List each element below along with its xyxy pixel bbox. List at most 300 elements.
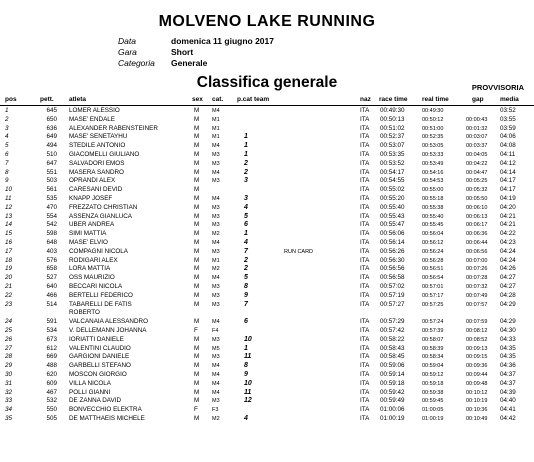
cell-pace: 04:21 <box>500 212 516 220</box>
cell-category: M4 <box>212 363 220 370</box>
table-row <box>0 406 534 415</box>
cell-real-time: 00:58:34 <box>422 354 444 361</box>
cell-pace: 03:52 <box>500 107 516 114</box>
table-row <box>0 353 534 362</box>
col-media: media <box>500 96 519 103</box>
cell-athlete-name: DE MATTHAEIS MICHELE <box>69 414 145 422</box>
cell-race-time: 00:56:14 <box>380 238 405 246</box>
table-row <box>0 380 534 389</box>
col-atleta: atleta <box>69 96 86 103</box>
cell-category: M3 <box>212 292 220 299</box>
cell-race-time: 00:55:40 <box>380 203 405 211</box>
cell-position: 28 <box>5 353 13 361</box>
cell-sex: M <box>194 335 200 343</box>
table-row <box>0 301 534 310</box>
cell-sex: M <box>194 265 200 273</box>
col-naz: naz <box>360 96 371 103</box>
cell-gap: 00:10:36 <box>466 407 488 414</box>
cell-athlete-name: VALCANAIA ALESSANDRO <box>69 318 148 326</box>
table-row <box>0 239 534 248</box>
cell-category: M3 <box>212 336 220 343</box>
cell-athlete-name: RODIGARI ALEX <box>69 256 118 264</box>
table-row <box>0 133 534 142</box>
cell-position: 35 <box>5 414 13 422</box>
cell-category: F3 <box>212 407 219 414</box>
cell-pace: 04:40 <box>500 397 516 405</box>
cell-nationality: ITA <box>360 388 370 396</box>
cell-real-time: 00:58:07 <box>422 336 444 343</box>
results-table <box>0 107 534 424</box>
cell-position: 13 <box>5 212 13 220</box>
cell-category: M1 <box>212 134 220 141</box>
cell-race-time: 00:57:29 <box>380 318 405 326</box>
cell-athlete-name: SIMI MATTIA <box>69 230 107 238</box>
cell-race-time: 00:49:30 <box>380 107 405 114</box>
col-race-time: race time <box>379 96 408 103</box>
cell-real-time: 00:55:40 <box>422 213 444 220</box>
table-row <box>0 151 534 160</box>
cell-category-position: 3 <box>244 177 248 185</box>
cell-sex: M <box>194 142 200 150</box>
cell-athlete-name: MASE' SENETAYHU <box>69 133 128 141</box>
cell-bib-number: 669 <box>46 353 57 361</box>
cell-category-position: 10 <box>244 335 252 343</box>
cell-race-time: 00:55:43 <box>380 212 405 220</box>
cell-category: M3 <box>212 354 220 361</box>
cell-position: 1 <box>5 107 9 114</box>
cell-position: 12 <box>5 203 13 211</box>
cell-bib-number: 609 <box>46 379 57 387</box>
cell-real-time: 00:55:18 <box>422 195 444 202</box>
table-row <box>0 283 534 292</box>
cell-sex: M <box>194 124 200 132</box>
cell-position: 20 <box>5 274 13 282</box>
cell-real-time: 00:53:05 <box>422 143 444 150</box>
cell-position: 3 <box>5 124 9 132</box>
cell-category: M4 <box>212 195 220 202</box>
cell-nationality: ITA <box>360 397 370 405</box>
cell-pace: 04:28 <box>500 291 516 299</box>
cell-category-position: 12 <box>244 397 252 405</box>
cell-category: M3 <box>212 213 220 220</box>
cell-athlete-name: UBER ANDREA <box>69 221 115 229</box>
col-real-time: real time <box>422 96 449 103</box>
cell-bib-number: 527 <box>46 274 57 282</box>
cell-real-time: 00:57:01 <box>422 283 444 290</box>
data-value: domenica 11 giugno 2017 <box>171 36 274 46</box>
cell-bib-number: 550 <box>46 406 57 414</box>
cell-pace: 04:08 <box>500 142 516 150</box>
col-sex: sex <box>192 96 203 103</box>
cell-athlete-name: MASERA SANDRO <box>69 168 124 176</box>
cell-pace: 04:30 <box>500 326 516 334</box>
cell-position: 7 <box>5 159 9 167</box>
table-row <box>0 125 534 134</box>
cell-athlete-name: STEDILE ANTONIO <box>69 142 126 150</box>
cell-category: M3 <box>212 178 220 185</box>
cell-sex: M <box>194 353 200 361</box>
cell-real-time: 00:51:00 <box>422 125 444 132</box>
cell-category-position: 1 <box>244 133 248 141</box>
cell-bib-number: 673 <box>46 335 57 343</box>
cell-bib-number: 612 <box>46 344 57 352</box>
cell-category-position: 8 <box>244 282 248 290</box>
cell-athlete-name: BECCARI NICOLA <box>69 282 123 290</box>
cell-real-time: 00:59:18 <box>422 380 444 387</box>
cell-position: 14 <box>5 221 13 229</box>
gara-value: Short <box>171 47 194 57</box>
cell-nationality: ITA <box>360 326 370 334</box>
cell-athlete-name: VILLA NICOLA <box>69 379 111 387</box>
cell-category: M3 <box>212 283 220 290</box>
cell-real-time: 00:55:00 <box>422 187 444 194</box>
cell-pace: 04:42 <box>500 414 516 422</box>
cell-nationality: ITA <box>360 282 370 290</box>
cell-category-position: 4 <box>244 238 248 246</box>
cell-sex: M <box>194 238 200 246</box>
cell-gap: 00:04:47 <box>466 169 488 176</box>
cell-bib-number: 510 <box>46 150 57 158</box>
cell-pace: 04:33 <box>500 335 516 343</box>
cell-race-time: 00:59:14 <box>380 370 405 378</box>
cell-pace: 04:17 <box>500 177 516 185</box>
cell-bib-number: 658 <box>46 265 57 273</box>
cell-race-time: 00:59:18 <box>380 379 405 387</box>
cell-position: 31 <box>5 379 13 387</box>
cell-real-time: 00:56:04 <box>422 231 444 238</box>
cell-athlete-name: IORIATTI DANIELE <box>69 335 124 343</box>
cell-athlete-name: ASSENZA GIANLUCA <box>69 212 132 220</box>
cell-category: M2 <box>212 415 220 422</box>
table-row <box>0 389 534 398</box>
cell-real-time: 00:56:12 <box>422 239 444 246</box>
cell-category: M4 <box>212 108 220 114</box>
cell-position: 10 <box>5 186 13 194</box>
cell-pace: 03:59 <box>500 124 516 132</box>
cell-position: 11 <box>5 194 12 202</box>
categoria-label: Categoria <box>118 58 155 68</box>
cell-pace: 04:27 <box>500 282 516 290</box>
col-cat: cat. <box>212 96 224 103</box>
table-row <box>0 292 534 301</box>
cell-pace: 04:35 <box>500 344 516 352</box>
cell-nationality: ITA <box>360 318 370 326</box>
table-row <box>0 257 534 266</box>
col-pett: pett. <box>40 96 54 103</box>
cell-athlete-name: KNAPP JOSEF <box>69 194 113 202</box>
cell-category-position: 10 <box>244 379 252 387</box>
cell-race-time: 00:57:02 <box>380 282 405 290</box>
cell-category-position: 5 <box>244 212 248 220</box>
cell-real-time: 00:55:38 <box>422 204 444 211</box>
table-row <box>0 345 534 354</box>
cell-sex: M <box>194 282 200 290</box>
cell-sex: M <box>194 107 200 114</box>
cell-pace: 04:17 <box>500 186 516 194</box>
cell-bib-number: 650 <box>46 115 57 123</box>
cell-nationality: ITA <box>360 212 370 220</box>
table-row <box>0 142 534 151</box>
cell-nationality: ITA <box>360 370 370 378</box>
cell-pace: 04:29 <box>500 318 516 326</box>
cell-category: M4 <box>212 319 220 326</box>
cell-athlete-name: DE ZANNA DAVID <box>69 397 122 405</box>
cell-race-time: 00:51:02 <box>380 124 405 132</box>
cell-nationality: ITA <box>360 274 370 282</box>
cell-gap: 00:07:49 <box>466 292 488 299</box>
cell-nationality: ITA <box>360 406 370 414</box>
cell-sex: M <box>194 300 200 308</box>
cell-category: M3 <box>212 398 220 405</box>
cell-sex: M <box>194 221 200 229</box>
cell-race-time: 00:55:02 <box>380 186 405 194</box>
cell-gap: 00:06:13 <box>466 213 488 220</box>
table-row <box>0 107 534 116</box>
cell-bib-number: 620 <box>46 370 57 378</box>
cell-athlete-name: BERTELLI FEDERICO <box>69 291 133 299</box>
cell-bib-number: 551 <box>46 168 57 176</box>
cell-category-position: 9 <box>244 370 248 378</box>
cell-pace: 04:24 <box>500 247 516 255</box>
cell-pace: 04:20 <box>500 203 516 211</box>
cell-race-time: 00:58:43 <box>380 344 405 352</box>
table-row <box>0 362 534 371</box>
cell-pace: 04:12 <box>500 159 516 167</box>
cell-race-time: 00:59:42 <box>380 388 405 396</box>
cell-position: 6 <box>5 150 9 158</box>
cell-bib-number: 532 <box>46 397 57 405</box>
data-label: Data <box>118 36 136 46</box>
cell-gap: 00:01:32 <box>466 125 488 132</box>
cell-pace: 03:55 <box>500 115 516 123</box>
cell-nationality: ITA <box>360 379 370 387</box>
cell-sex: M <box>194 159 200 167</box>
cell-nationality: ITA <box>360 159 370 167</box>
cell-bib-number: 494 <box>46 142 57 150</box>
table-row <box>0 318 534 327</box>
cell-nationality: ITA <box>360 221 370 229</box>
cell-real-time: 00:49:30 <box>422 108 444 114</box>
cell-category-position: 8 <box>244 362 248 370</box>
cell-category: M1 <box>212 257 220 264</box>
cell-race-time: 00:57:19 <box>380 291 405 299</box>
cell-real-time: 00:53:33 <box>422 151 444 158</box>
cell-bib-number: 542 <box>46 221 57 229</box>
cell-sex: M <box>194 230 200 238</box>
cell-athlete-name: FREZZATO CHRISTIAN <box>69 203 138 211</box>
cell-real-time: 00:59:45 <box>422 398 444 405</box>
cell-real-time: 00:59:12 <box>422 371 444 378</box>
cell-sex: M <box>194 212 200 220</box>
cell-athlete-name: CARESANI DEVID <box>69 186 123 194</box>
cell-race-time: 00:56:56 <box>380 265 405 273</box>
cell-gap: 00:07:00 <box>466 257 488 264</box>
cell-position: 17 <box>5 247 13 255</box>
cell-real-time: 00:56:28 <box>422 257 444 264</box>
cell-race-time: 00:56:30 <box>380 256 405 264</box>
cell-race-time: 00:57:27 <box>380 300 405 308</box>
cell-nationality: ITA <box>360 265 370 273</box>
cell-bib-number: 470 <box>46 203 57 211</box>
cell-pace: 04:36 <box>500 362 516 370</box>
cell-nationality: ITA <box>360 291 370 299</box>
cell-sex: M <box>194 247 200 255</box>
cell-bib-number: 645 <box>46 107 57 114</box>
cell-bib-number: 503 <box>46 177 57 185</box>
cell-sex: M <box>194 186 200 194</box>
cell-nationality: ITA <box>360 247 370 255</box>
cell-nationality: ITA <box>360 414 370 422</box>
cell-race-time: 00:58:22 <box>380 335 405 343</box>
cell-sex: M <box>194 318 200 326</box>
cell-gap: 00:05:25 <box>466 178 488 185</box>
cell-category-position: 6 <box>244 318 248 326</box>
cell-category: M3 <box>212 248 220 255</box>
cell-category: M3 <box>212 222 220 229</box>
cell-race-time: 01:00:06 <box>380 406 405 414</box>
cell-sex: M <box>194 274 200 282</box>
cell-gap: 00:08:12 <box>466 327 488 334</box>
cell-real-time: 00:58:39 <box>422 345 444 352</box>
cell-category: M1 <box>212 116 220 123</box>
cell-pace: 04:27 <box>500 274 516 282</box>
cell-gap: 00:10:12 <box>466 389 488 396</box>
cell-sex: M <box>194 397 200 405</box>
cell-bib-number: 535 <box>46 194 57 202</box>
cell-gap: 00:04:22 <box>466 160 488 167</box>
cell-gap: 00:00:43 <box>466 116 488 123</box>
cell-nationality: ITA <box>360 256 370 264</box>
cell-real-time: 00:54:16 <box>422 169 444 176</box>
cell-race-time: 00:50:13 <box>380 115 405 123</box>
table-row <box>0 116 534 125</box>
cell-race-time: 00:59:06 <box>380 362 405 370</box>
cell-athlete-name: LORA MATTIA <box>69 265 111 273</box>
cell-position: 26 <box>5 335 13 343</box>
cell-pace: 04:21 <box>500 221 516 229</box>
cell-gap: 00:07:57 <box>466 301 488 308</box>
cell-nationality: ITA <box>360 168 370 176</box>
col-pos: pos <box>5 96 17 103</box>
cell-real-time: 00:59:38 <box>422 389 444 396</box>
categoria-value: Generale <box>171 58 208 68</box>
table-row <box>0 371 534 380</box>
cell-gap: 00:09:15 <box>466 354 488 361</box>
cell-athlete-name: MASE' ENDALE <box>69 115 115 123</box>
cell-pace: 04:29 <box>500 300 516 308</box>
table-row <box>0 309 534 318</box>
cell-real-time: 00:57:24 <box>422 319 444 326</box>
cell-category-position: 2 <box>244 256 248 264</box>
cell-real-time: 01:00:19 <box>422 415 444 422</box>
cell-gap: 00:08:52 <box>466 336 488 343</box>
cell-nationality: ITA <box>360 194 370 202</box>
cell-race-time: 00:55:47 <box>380 221 405 229</box>
cell-position: 33 <box>5 397 13 405</box>
cell-nationality: ITA <box>360 238 370 246</box>
cell-athlete-name: GARBELLI STEFANO <box>69 362 131 370</box>
table-row <box>0 274 534 283</box>
cell-category-position: 1 <box>244 142 248 150</box>
cell-nationality: ITA <box>360 300 370 308</box>
cell-gap: 00:07:59 <box>466 319 488 326</box>
cell-position: 15 <box>5 230 13 238</box>
cell-category: M4 <box>212 380 220 387</box>
cell-bib-number: 466 <box>46 291 57 299</box>
cell-athlete-name: SALVADORI EMOS <box>69 159 125 167</box>
cell-pace: 04:37 <box>500 379 516 387</box>
cell-position: 2 <box>5 115 9 123</box>
cell-real-time: 00:53:49 <box>422 160 444 167</box>
table-row <box>0 265 534 274</box>
header-divider <box>0 105 534 106</box>
cell-category-position: 11 <box>244 388 252 396</box>
cell-nationality: ITA <box>360 150 370 158</box>
cell-sex: M <box>194 177 200 185</box>
cell-position: 21 <box>5 282 13 290</box>
cell-category-position: 7 <box>244 247 248 255</box>
cell-category-position: 9 <box>244 291 248 299</box>
cell-bib-number: 576 <box>46 256 57 264</box>
cell-athlete-name: ROBERTO <box>69 309 100 317</box>
cell-race-time: 00:53:07 <box>380 142 405 150</box>
col-gap: gap <box>472 96 484 103</box>
cell-sex: M <box>194 362 200 370</box>
cell-nationality: ITA <box>360 335 370 343</box>
col-pcat-team: p.cat team <box>237 96 270 103</box>
cell-category: M3 <box>212 301 220 308</box>
table-row <box>0 213 534 222</box>
cell-pace: 04:41 <box>500 406 516 414</box>
cell-real-time: 00:57:17 <box>422 292 444 299</box>
cell-athlete-name: MASE' ELVIO <box>69 238 108 246</box>
cell-nationality: ITA <box>360 177 370 185</box>
table-row <box>0 195 534 204</box>
cell-gap: 00:07:26 <box>466 266 488 273</box>
cell-sex: M <box>194 168 200 176</box>
cell-athlete-name: OSS MAURIZIO <box>69 274 115 282</box>
cell-sex: M <box>194 414 200 422</box>
cell-nationality: ITA <box>360 203 370 211</box>
cell-position: 24 <box>5 318 13 326</box>
cell-gap: 00:09:44 <box>466 371 488 378</box>
cell-gap: 00:09:48 <box>466 380 488 387</box>
cell-race-time: 00:56:58 <box>380 274 405 282</box>
cell-category-position: 4 <box>244 414 248 422</box>
table-row <box>0 336 534 345</box>
cell-race-time: 00:55:20 <box>380 194 405 202</box>
cell-category-position: 2 <box>244 265 248 273</box>
cell-nationality: ITA <box>360 142 370 150</box>
cell-bib-number: 636 <box>46 124 57 132</box>
cell-bib-number: 649 <box>46 133 57 141</box>
gara-label: Gara <box>118 47 137 57</box>
cell-bib-number: 561 <box>46 186 57 194</box>
cell-category: M4 <box>212 143 220 150</box>
table-row <box>0 204 534 213</box>
cell-sex: M <box>194 194 200 202</box>
cell-race-time: 00:54:17 <box>380 168 405 176</box>
cell-nationality: ITA <box>360 230 370 238</box>
cell-real-time: 00:55:45 <box>422 222 444 229</box>
cell-sex: M <box>194 133 200 141</box>
cell-sex: M <box>194 291 200 299</box>
cell-gap: 00:06:44 <box>466 239 488 246</box>
cell-position: 29 <box>5 362 13 370</box>
table-row <box>0 169 534 178</box>
cell-gap: 00:05:32 <box>466 187 488 194</box>
cell-pace: 04:37 <box>500 370 516 378</box>
